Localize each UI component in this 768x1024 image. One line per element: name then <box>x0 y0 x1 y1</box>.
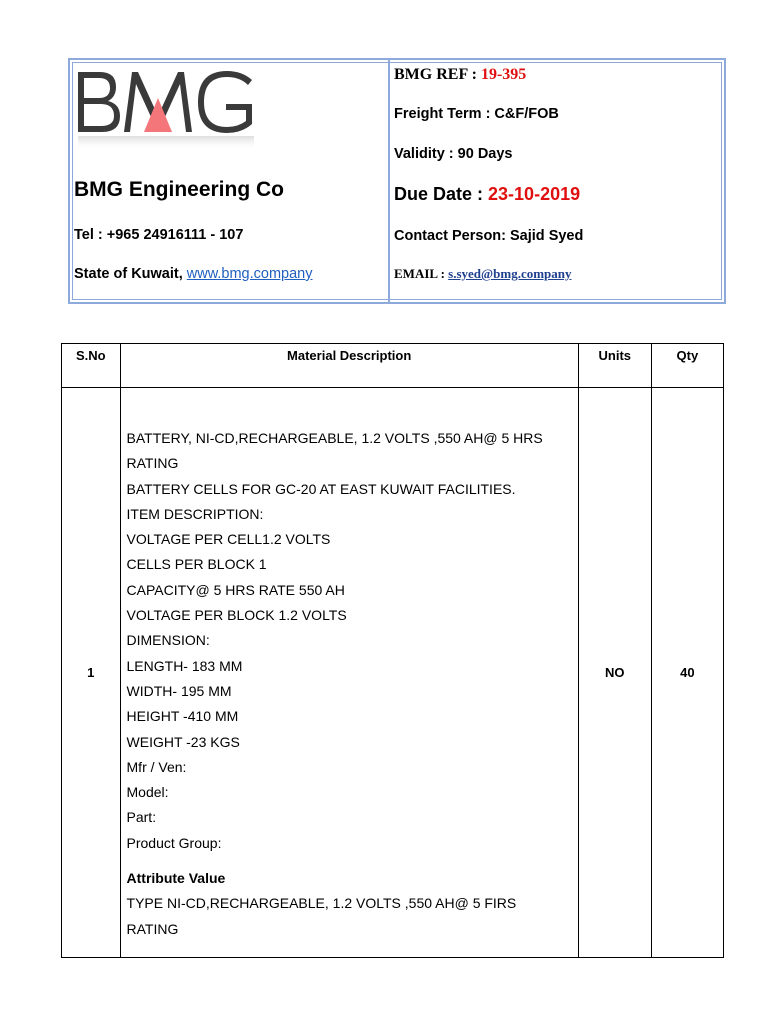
desc-line: RATING <box>126 455 179 472</box>
cell-units: NO <box>578 388 651 958</box>
state-text: State of Kuwait, <box>74 266 183 282</box>
email-line <box>394 266 572 282</box>
desc-line: VOLTAGE PER BLOCK 1.2 VOLTS <box>126 607 347 624</box>
due-label: Due Date : <box>394 184 484 204</box>
desc-line: VOLTAGE PER CELL1.2 VOLTS <box>126 531 331 548</box>
bmg-ref <box>394 66 526 84</box>
telephone: Tel : +965 24916111 - 107 <box>74 227 244 243</box>
desc-line: Model: <box>126 784 169 801</box>
desc-line: WEIGHT -23 KGS <box>126 733 240 750</box>
desc-line: HEIGHT -410 MM <box>126 708 239 725</box>
cell-sno: 1 <box>62 388 121 958</box>
desc-line: BATTERY CELLS FOR GC-20 AT EAST KUWAIT FACILITIES. <box>126 480 516 497</box>
ref-label: BMG REF : <box>394 66 477 83</box>
cell-description <box>120 388 578 958</box>
desc-line: LENGTH- 183 MM <box>126 657 243 674</box>
attribute-line: RATING <box>126 920 179 937</box>
quotation-header <box>68 58 726 304</box>
material-table <box>61 343 724 958</box>
header-description: Material Description <box>120 344 578 388</box>
attribute-heading: Attribute Value <box>126 870 226 887</box>
bmg-logo <box>74 66 260 150</box>
desc-line: BATTERY, NI-CD,RECHARGEABLE, 1.2 VOLTS ,550 AH@ 5 HRS <box>126 430 543 446</box>
freight-term: Freight Term : C&F/FOB <box>394 106 559 122</box>
attribute-line: TYPE NI-CD,RECHARGEABLE, 1.2 VOLTS ,550 AH@ 5 FIRS <box>126 895 517 912</box>
desc-line: ITEM DESCRIPTION: <box>126 505 264 522</box>
desc-line: Product Group: <box>126 834 222 851</box>
header-sno: S.No <box>62 344 121 388</box>
company-name: BMG Engineering Co <box>74 178 284 201</box>
header-units: Units <box>578 344 651 388</box>
desc-line: WIDTH- 195 MM <box>126 682 232 699</box>
website-link[interactable]: www.bmg.company <box>186 266 313 282</box>
validity: Validity : 90 Days <box>394 146 513 162</box>
table-header-row <box>62 344 724 388</box>
contact-person: Contact Person: Sajid Syed <box>394 228 584 244</box>
table-row <box>62 388 724 958</box>
cell-qty: 40 <box>651 388 723 958</box>
ref-value: 19-395 <box>480 66 527 83</box>
due-date <box>394 184 580 205</box>
state-line <box>74 266 312 282</box>
email-label: EMAIL : <box>394 266 445 281</box>
header-qty: Qty <box>651 344 723 388</box>
due-value: 23-10-2019 <box>488 184 581 204</box>
email-link[interactable]: s.syed@bmg.company <box>448 266 572 281</box>
desc-line: CAPACITY@ 5 HRS RATE 550 AH <box>126 581 345 598</box>
desc-line: Mfr / Ven: <box>126 758 187 775</box>
header-divider <box>388 60 390 302</box>
desc-line: Part: <box>126 809 157 826</box>
desc-line: CELLS PER BLOCK 1 <box>126 556 267 573</box>
desc-line: DIMENSION: <box>126 632 210 649</box>
spacer <box>127 856 572 866</box>
reference-column <box>394 60 724 302</box>
